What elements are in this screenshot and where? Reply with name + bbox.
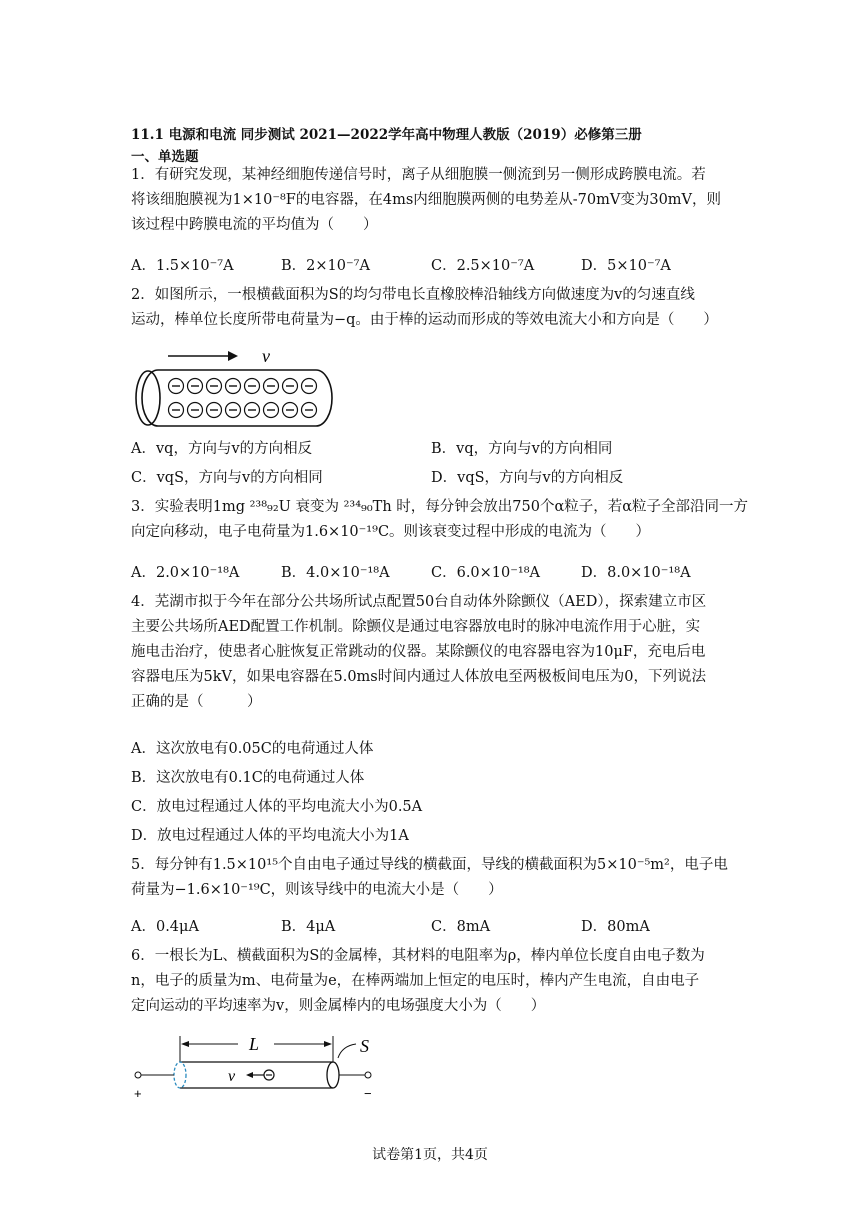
question-4-line-1: 4．芜湖市拟于今年在部分公共场所试点配置50台自动体外除颤仪（AED），探索建立市区 xyxy=(131,594,707,610)
question-3-line-2: 向定向移动，电子电荷量为1.6×10⁻¹⁹C。则该衰变过程中形成的电流为（ ） xyxy=(131,524,651,540)
area-label: S xyxy=(360,1036,369,1056)
rod-right-end xyxy=(327,1062,339,1088)
dim-arrow-left xyxy=(181,1041,189,1047)
option-d: D．5×10⁻⁷A xyxy=(581,258,671,274)
question-3 xyxy=(131,495,749,545)
rod-body xyxy=(142,370,332,426)
question-4 xyxy=(131,590,731,715)
option-d: D．8.0×10⁻¹⁸A xyxy=(581,565,691,581)
question-6-line-1: 6．一根长为L、横截面积为S的金属棒，其材料的电阻率为ρ，棒内单位长度自由电子数为 xyxy=(131,948,705,964)
option-b: B．vq，方向与v的方向相同 xyxy=(431,441,613,457)
option-a: A．这次放电有0.05C的电荷通过人体 xyxy=(131,741,374,757)
metal-rod-figure xyxy=(128,1032,388,1102)
question-3-line-1: 3．实验表明1mg ²³⁸₉₂U 衰变为 ²³⁴₉₀Th 时，每分钟会放出750个α粒子，若α粒子全部沿同一方 xyxy=(131,499,749,515)
option-d: D．放电过程通过人体的平均电流大小为1A xyxy=(131,828,409,844)
option-c: C．6.0×10⁻¹⁸A xyxy=(431,565,541,581)
terminal-left xyxy=(135,1072,141,1078)
minus-sign: − xyxy=(364,1086,372,1101)
question-2-options-row-2 xyxy=(131,466,731,488)
question-5 xyxy=(131,853,731,903)
charged-rod-figure xyxy=(128,340,348,432)
question-4-line-5: 正确的是（ ） xyxy=(131,694,262,710)
option-d: D．vqS，方向与v的方向相反 xyxy=(431,470,624,486)
question-2-line-1: 2．如图所示，一根横截面积为S的均匀带电长直橡胶棒沿轴线方向做速度为v的匀速直线 xyxy=(131,287,695,303)
question-2-options-row-1 xyxy=(131,437,731,459)
electron-velocity-label: v xyxy=(228,1068,236,1085)
option-a: A．2.0×10⁻¹⁸A xyxy=(131,565,240,581)
area-pointer xyxy=(338,1044,356,1058)
option-a: A．vq，方向与v的方向相反 xyxy=(131,441,313,457)
option-b: B．这次放电有0.1C的电荷通过人体 xyxy=(131,770,365,786)
negative-charges xyxy=(169,379,317,418)
question-4-line-3: 施电击治疗，使患者心脏恢复正常跳动的仪器。某除颤仪的电容器电容为10μF，充电后电 xyxy=(131,644,706,660)
question-1-line-1: 1．有研究发现，某神经细胞传递信号时，离子从细胞膜一侧流到另一侧形成跨膜电流。若 xyxy=(131,167,706,183)
question-1 xyxy=(131,163,731,238)
velocity-arrow-head xyxy=(228,351,238,361)
option-d: D．80mA xyxy=(581,919,650,935)
rod-left-end xyxy=(174,1062,186,1088)
option-c: C．vqS，方向与v的方向相同 xyxy=(131,470,323,486)
dim-arrow-right xyxy=(324,1041,332,1047)
question-5-options xyxy=(131,915,731,937)
velocity-label: v xyxy=(262,346,270,366)
option-c: C．8mA xyxy=(431,919,491,935)
rod-cross-section xyxy=(136,371,160,425)
question-2-line-2: 运动，棒单位长度所带电荷量为−q。由于棒的运动而形成的等效电流大小和方向是（ ） xyxy=(131,312,718,328)
option-b: B．2×10⁻⁷A xyxy=(281,258,370,274)
question-6-line-3: 定向运动的平均速率为v，则金属棒内的电场强度大小为（ ） xyxy=(131,998,546,1014)
question-4-line-2: 主要公共场所AED配置工作机制。除颤仪是通过电容器放电时的脉冲电流作用于心脏，实 xyxy=(131,619,701,635)
option-a: A．1.5×10⁻⁷A xyxy=(131,258,234,274)
question-1-line-2: 将该细胞膜视为1×10⁻⁸F的电容器，在4ms内细胞膜两侧的电势差从-70mV变为30mV，则 xyxy=(131,192,722,208)
section-heading: 一、单选题 xyxy=(131,149,199,165)
question-6 xyxy=(131,944,731,1019)
electron-arrow-head xyxy=(246,1072,253,1078)
question-6-line-2: n，电子的质量为m、电荷量为e，在棒两端加上恒定的电压时，棒内产生电流，自由电子 xyxy=(131,973,700,989)
option-a: A．0.4μA xyxy=(131,919,199,935)
question-4-line-4: 容器电压为5kV，如果电容器在5.0ms时间内通过人体放电至两极板间电压为0，下列说法 xyxy=(131,669,706,685)
page-footer: 试卷第1页，共4页 xyxy=(372,1147,488,1163)
length-label: L xyxy=(249,1034,260,1054)
question-1-line-3: 该过程中跨膜电流的平均值为（ ） xyxy=(131,217,378,233)
question-3-options xyxy=(131,561,731,583)
document-title: 11.1 电源和电流 同步测试 2021—2022学年高中物理人教版（2019）必修第三册 xyxy=(131,127,642,143)
plus-sign: + xyxy=(134,1086,142,1101)
terminal-right xyxy=(365,1072,371,1078)
question-5-line-2: 荷量为−1.6×10⁻¹⁹C，则该导线中的电流大小是（ ） xyxy=(131,882,503,898)
option-b: B．4.0×10⁻¹⁸A xyxy=(281,565,390,581)
option-b: B．4μA xyxy=(281,919,336,935)
question-1-options xyxy=(131,254,731,276)
question-5-line-1: 5．每分钟有1.5×10¹⁵个自由电子通过导线的横截面，导线的横截面积为5×10⁻⁵m²，电子电 xyxy=(131,857,728,873)
option-c: C．放电过程通过人体的平均电流大小为0.5A xyxy=(131,799,423,815)
option-c: C．2.5×10⁻⁷A xyxy=(431,258,535,274)
question-2 xyxy=(131,283,731,333)
